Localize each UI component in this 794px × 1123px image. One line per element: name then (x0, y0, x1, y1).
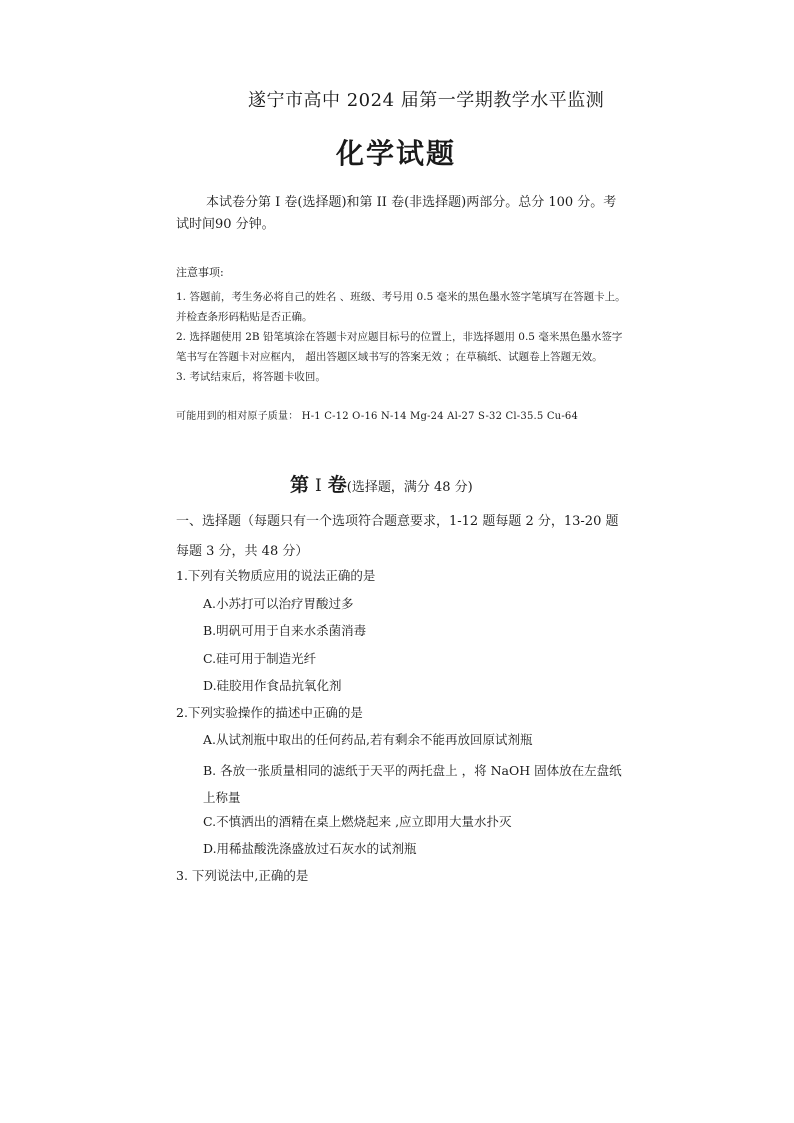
section-title (290, 470, 473, 497)
notice-list (176, 287, 626, 387)
section-title-juan: 卷 (327, 474, 347, 496)
part-instruction: 一、选择题（每题只有一个选项符合题意要求，1-12 题每题 2 分，13-20 题每题 3 分，共 48 分） (176, 514, 619, 559)
section-title-sub: (选择题，满分 48 分) (346, 480, 473, 495)
question-stem: 2.下列实验操作的描述中正确的是 (176, 705, 363, 720)
exam-header: 遂宁市高中 2024 届第一学期教学水平监测 (248, 90, 605, 111)
notice-item (176, 287, 626, 327)
notice-item (176, 327, 626, 367)
intro-paragraph: 本试卷分第 I 卷(选择题)和第 II 卷(非选择题)两部分。总分 100 分。考试时间90 分钟。 (176, 195, 617, 232)
notice-number: 2. (176, 331, 187, 343)
notice-text: 答题前，考生务必将自己的姓名 、班级、考号用 0.5 毫米的黑色墨水签字笔填写在答题卡上。并检查条形码粘贴是否正确。 (176, 291, 626, 323)
question-stem: 1.下列有关物质应用的说法正确的是 (176, 568, 376, 583)
notice-text: 选择题使用 2B 铅笔填涂在答题卡对应题目标号的位置上，非选择题用 0.5 毫米黑色墨水签字笔书写在答题卡对应框内， 超出答题区域书写的答案无效 ；在草稿纸、试题卷上答题无效。 (176, 331, 623, 363)
notice-item (176, 367, 626, 387)
question-option: A.从试剂瓶中取出的任何药品,若有剩余不能再放回原试剂瓶 (203, 732, 533, 747)
question-option: C.不慎洒出的酒精在桌上燃烧起来 ,应立即用大量水扑灭 (203, 814, 512, 829)
notice-number: 3. (176, 371, 187, 383)
notice-text: 考试结束后，将答题卡收回。 (189, 371, 326, 383)
question-option: B. 各放一张质量相同的滤纸于天平的两托盘上 ，将 NaOH 固体放在左盘纸上称量 (203, 763, 622, 805)
section-title-main: 第 (290, 474, 310, 496)
notice-title: 注意事项: (176, 266, 224, 279)
question-stem: 3. 下列说法中,正确的是 (176, 868, 309, 883)
question-option: C.硅可用于制造光纤 (203, 651, 317, 666)
page-title: 化学试题 (336, 137, 457, 170)
question-option: D.硅胶用作食品抗氧化剂 (203, 678, 342, 693)
question-option: A.小苏打可以治疗胃酸过多 (203, 596, 354, 611)
section-title-roman: Ⅰ (315, 476, 322, 496)
question-option: B.明矾可用于自来水杀菌消毒 (203, 623, 367, 638)
atomic-masses: 可能用到的相对原子质量： H-1 C-12 O-16 N-14 Mg-24 Al-27 S-32 Cl-35.5 Cu-64 (176, 411, 579, 422)
notice-number: 1. (176, 291, 187, 303)
question-option: D.用稀盐酸洗涤盛放过石灰水的试剂瓶 (203, 841, 417, 856)
